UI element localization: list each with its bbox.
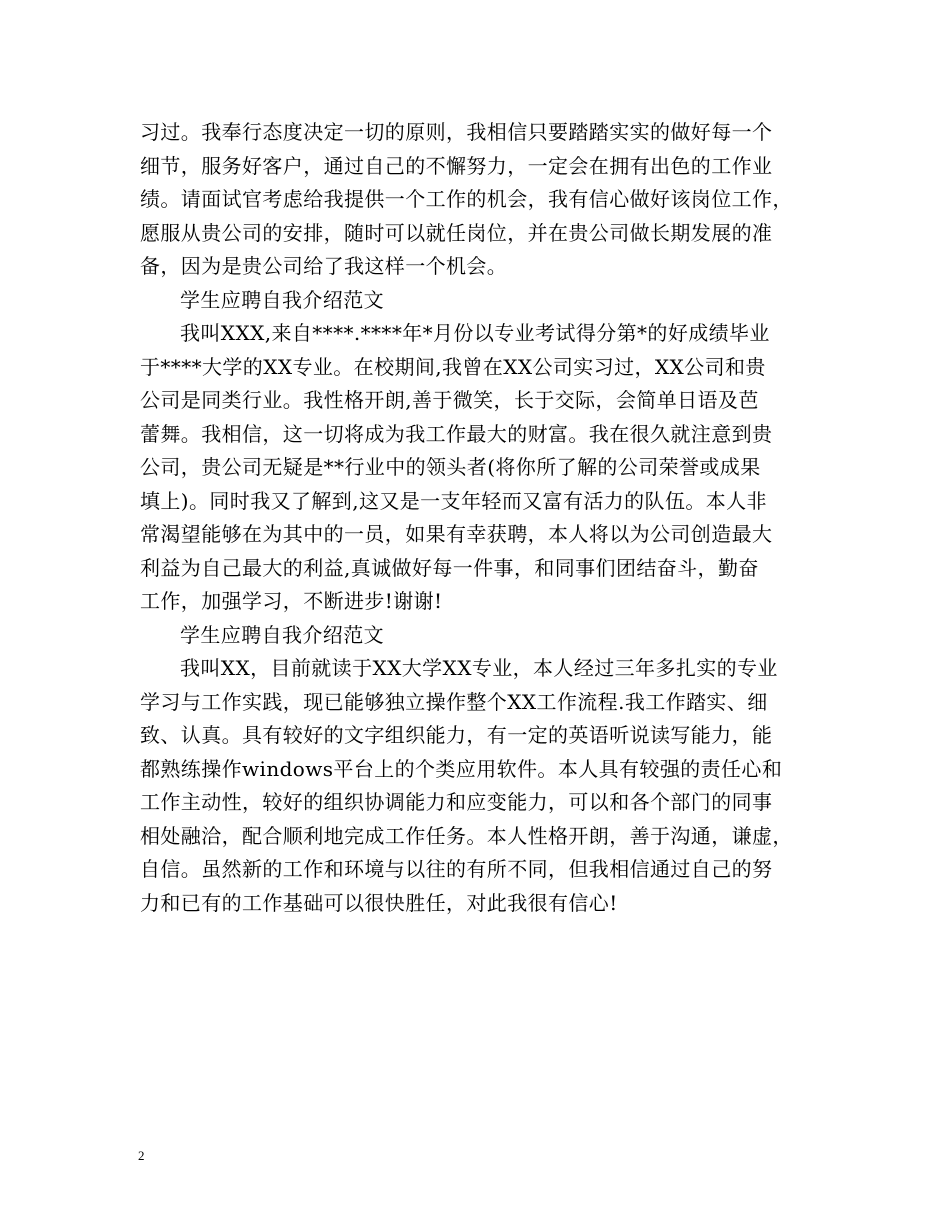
page-number: 2 <box>138 1148 145 1163</box>
text-line: 都熟练操作windows平台上的个类应用软件。本人具有较强的责任心和 <box>140 756 783 781</box>
paragraph-continuation <box>140 116 812 284</box>
text-line: 相处融洽，配合顺利地完成工作任务。本人性格开朗，善于沟通，谦虚， <box>140 823 793 848</box>
text-line: 自信。虽然新的工作和环境与以往的有所不同，但我相信通过自己的努 <box>140 857 773 881</box>
text-line: 细节，服务好客户，通过自己的不懈努力，一定会在拥有出色的工作业 <box>140 153 773 178</box>
text-line: 我叫XXX,来自****.****年*月份以专业考试得分第*的好成绩毕业 <box>180 321 770 345</box>
text-line: 备，因为是贵公司给了我这样一个机会。 <box>140 254 508 278</box>
text-line: 我叫XX，目前就读于XX大学XX专业，本人经过三年多扎实的专业 <box>180 656 778 680</box>
text-line: 致、认真。具有较好的文字组织能力，有一定的英语听说读写能力，能 <box>140 723 773 747</box>
text-line: 习过。我奉行态度决定一切的原则，我相信只要踏踏实实的做好每一个 <box>140 120 773 144</box>
text-line: 利益为自己最大的利益,真诚做好每一件事，和同事们团结奋斗，勤奋 <box>140 555 759 580</box>
text-line: 于****大学的XX专业。在校期间,我曾在XX公司实习过，XX公司和贵 <box>140 354 766 379</box>
text-line: 工作主动性，较好的组织协调能力和应变能力，可以和各个部门的同事 <box>140 790 773 814</box>
heading-text: 学生应聘自我介绍范文 <box>180 622 384 647</box>
paragraph-self-introduction-2 <box>140 652 812 920</box>
text-line: 公司是同类行业。我性格开朗,善于微笑，长于交际，会简单日语及芭 <box>140 388 759 412</box>
text-line: 绩。请面试官考虑给我提供一个工作的机会，我有信心做好该岗位工作， <box>140 187 793 211</box>
text-line: 常渴望能够在为其中的一员，如果有幸获聘，本人将以为公司创造最大 <box>140 522 773 546</box>
text-line: 蕾舞。我相信，这一切将成为我工作最大的财富。我在很久就注意到贵 <box>140 421 773 446</box>
text-line: 愿服从贵公司的安排，随时可以就任岗位，并在贵公司做长期发展的准 <box>140 220 773 245</box>
heading-text: 学生应聘自我介绍范文 <box>180 287 384 312</box>
paragraph-self-introduction-1 <box>140 317 812 619</box>
text-line: 力和已有的工作基础可以很快胜任，对此我很有信心! <box>140 890 618 915</box>
section-heading <box>140 284 812 318</box>
text-line: 学习与工作实践，现已能够独立操作整个XX工作流程.我工作踏实、细 <box>140 689 768 714</box>
text-line: 工作，加强学习，不断进步!谢谢! <box>140 589 443 613</box>
text-line: 公司，贵公司无疑是**行业中的领头者(将你所了解的公司荣誉或成果 <box>140 455 761 479</box>
text-line: 填上)。同时我又了解到,这又是一支年轻而又富有活力的队伍。本人非 <box>140 488 767 513</box>
section-heading <box>140 619 812 653</box>
document-body <box>140 116 812 920</box>
